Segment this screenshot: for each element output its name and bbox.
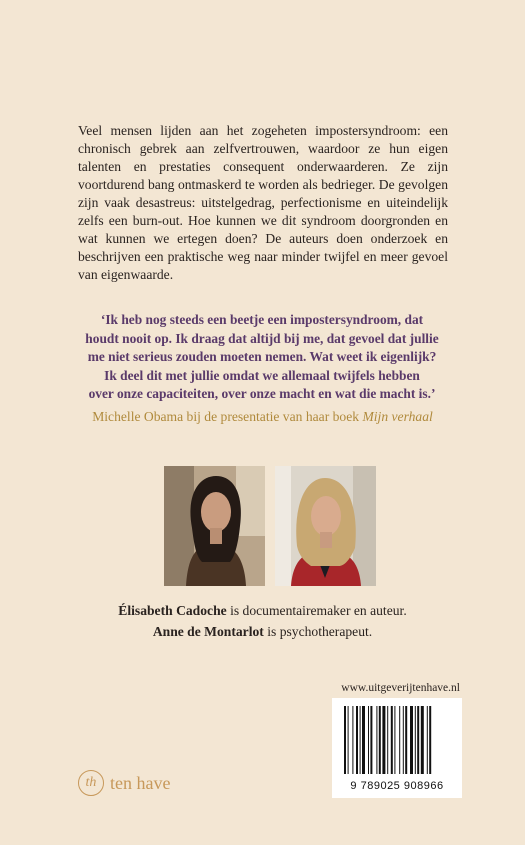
author-bios [40,600,485,642]
publisher-logo [78,768,170,798]
quote-line: me niet serieus zouden moeten nemen. Wat weet ik eigenlijk? [87,349,437,364]
isbn-digits: 9 789025 908966 [350,780,444,792]
author-bio-line [40,621,485,642]
quote-line: ‘Ik heb nog steeds een beetje een impostersyndroom, dat [100,312,424,327]
back-cover-blurb: Veel mensen lijden aan het zogeheten impostersyndroom: een chronisch gebrek aan zelfvertrouwen, waardoor ze hun eigen talenten en prestaties consequent onderwaarderen. Ze zijn voortdurend bang ontmaskerd te worden als bedrieger. De gevolgen zijn vaak desastreus: uitstelgedrag, perfectionisme en uiteindelijk zelfs een burn-out. Hoe kunnen we dit syndroom doorgronden en wat kunnen we ertegen doen? De auteurs doen onderzoek en beschrijven een praktische weg naar minder twijfel en meer gevoel van eigenwaarde. [78,123,448,282]
publisher-name: ten have [110,772,171,793]
author-role: is documentairemaker en auteur. [226,603,407,618]
attribution-text: Michelle Obama bij de presentatie van haar boek [92,409,363,424]
author-photo-elisabeth [164,466,265,586]
quote-attribution [40,409,485,425]
publisher-logo-mark: th [78,770,104,796]
barcode-bars [342,706,452,776]
quote-line: Ik deel dit met jullie omdat we allemaal twijfels hebben [104,367,420,383]
attribution-book-title: Mijn verhaal [362,409,433,424]
author-role: is psychotherapeut. [263,624,373,639]
obama-quote [62,311,462,404]
author-name: Anne de Montarlot [152,624,264,639]
isbn-barcode [332,698,462,798]
author-bio-line [40,600,485,621]
author-name: Élisabeth Cadoche [118,603,227,618]
quote-line: over onze capaciteiten, over onze macht en wat die macht is.’ [88,386,436,401]
publisher-website[interactable]: www.uitgeverijtenhave.nl [341,682,460,694]
quote-line: houdt nooit op. Ik draag dat altijd bij me, dat gevoel dat jullie [85,330,439,346]
author-photo-anne [275,466,376,586]
